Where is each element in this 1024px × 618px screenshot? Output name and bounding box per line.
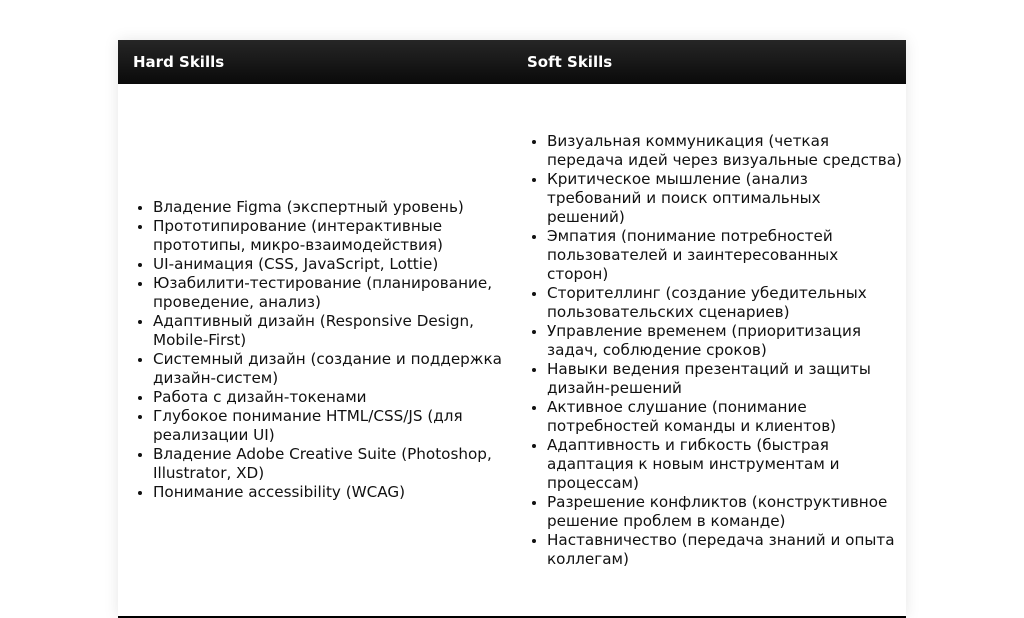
list-item: • Адаптивность и гибкость (быстрая адаптация к новым инструментам и процессам) [547, 436, 902, 493]
list-item: • Управление временем (приоритизация задач, соблюдение сроков) [547, 322, 902, 360]
list-item: • Сторителлинг (создание убедительных пользовательских сценариев) [547, 284, 902, 322]
soft-skills-list [527, 132, 902, 569]
list-item: • Глубокое понимание HTML/CSS/JS (для реализации UI) [153, 407, 503, 445]
list-item: • Владение Adobe Creative Suite (Photoshop, Illustrator, XD) [153, 445, 503, 483]
hard-skills-cell [118, 84, 512, 616]
skills-card [118, 40, 906, 618]
skills-table [118, 40, 906, 616]
list-item: • UI-анимация (CSS, JavaScript, Lottie) [153, 255, 503, 274]
list-item: • Системный дизайн (создание и поддержка дизайн-систем) [153, 350, 503, 388]
header-soft-skills: Soft Skills [527, 53, 613, 71]
list-item: • Прототипирование (интерактивные прототипы, микро-взаимодействия) [153, 217, 503, 255]
list-item: • Юзабилити-тестирование (планирование, проведение, анализ) [153, 274, 503, 312]
table-body-row [118, 84, 906, 616]
list-item: • Эмпатия (понимание потребностей пользователей и заинтересованных сторон) [547, 227, 902, 284]
list-item: • Визуальная коммуникация (четкая передача идей через визуальные средства) [547, 132, 902, 170]
list-item: • Работа с дизайн-токенами [153, 388, 503, 407]
soft-skills-cell [512, 84, 906, 616]
table-header-row [118, 40, 906, 84]
list-item: • Разрешение конфликтов (конструктивное решение проблем в команде) [547, 493, 902, 531]
list-item: • Понимание accessibility (WCAG) [153, 483, 503, 502]
header-hard-skills: Hard Skills [133, 53, 225, 71]
list-item: • Критическое мышление (анализ требований и поиск оптимальных решений) [547, 170, 902, 227]
list-item: • Наставничество (передача знаний и опыта коллегам) [547, 531, 902, 569]
list-item: • Адаптивный дизайн (Responsive Design, Mobile-First) [153, 312, 503, 350]
list-item: • Активное слушание (понимание потребностей команды и клиентов) [547, 398, 902, 436]
hard-skills-list [133, 198, 503, 502]
list-item: • Владение Figma (экспертный уровень) [153, 198, 503, 217]
list-item: • Навыки ведения презентаций и защиты дизайн-решений [547, 360, 902, 398]
